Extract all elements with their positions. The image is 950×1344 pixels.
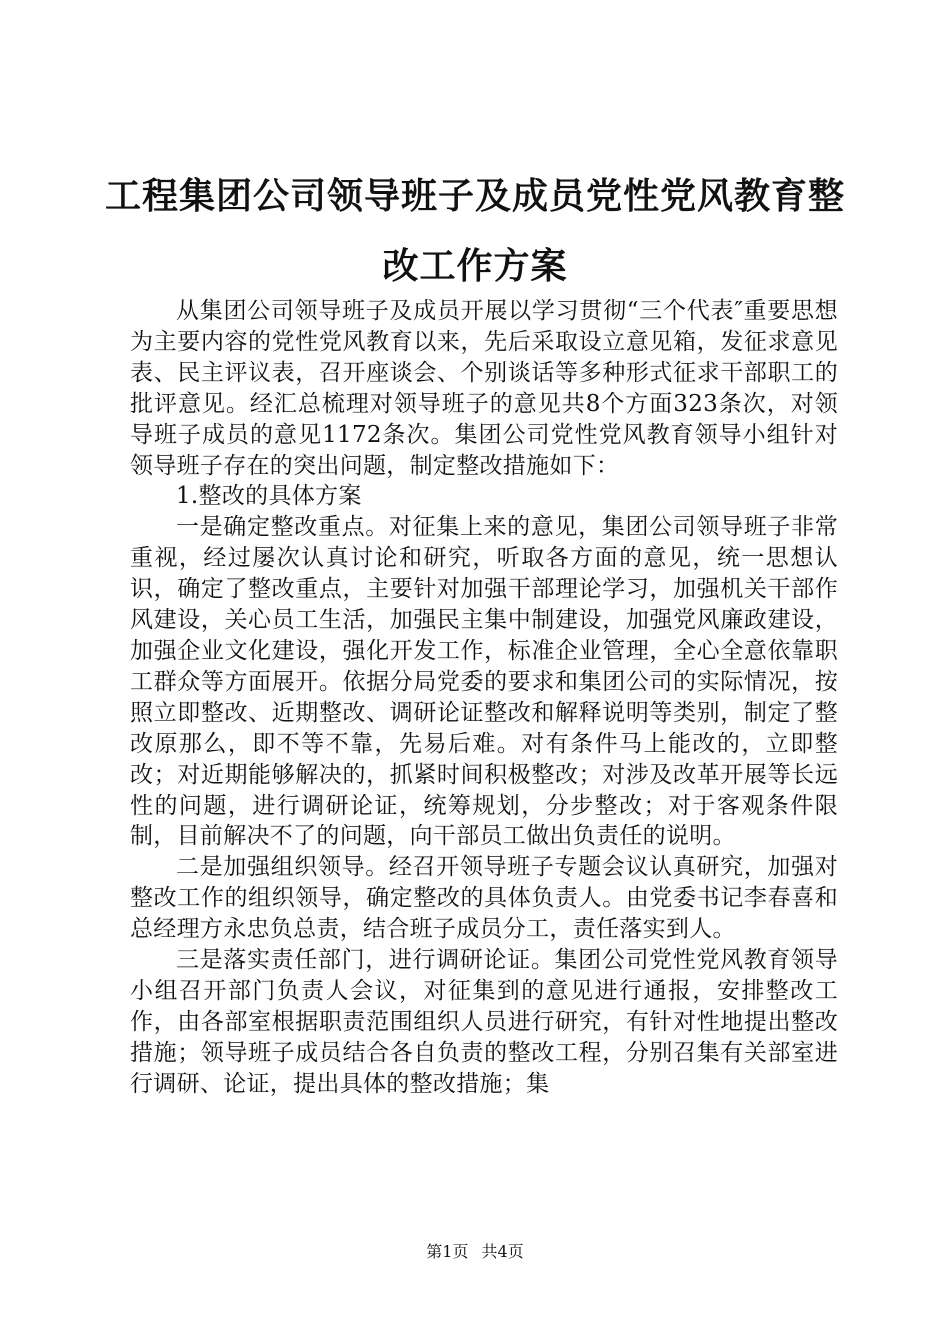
paragraph-point-2: 二是加强组织领导。经召开领导班子专题会议认真研究，加强对整改工作的组织领导，确定整改的具体负责人。由党委书记李春喜和总经理方永忠负总责，结合班子成员分工，责任落实到人。 [130, 854, 838, 943]
paragraph-point-3: 三是落实责任部门，进行调研论证。集团公司党性党风教育领导小组召开部门负责人会议，对征集到的意见进行通报，安排整改工作，由各部室根据职责范围组织人员进行研究，有针对性地提出整改措施；领导班子成员结合各自负责的整改工程，分别召集有关部室进行调研、论证，提出具体的整改措施；集 [130, 947, 838, 1097]
paragraph-intro: 从集团公司领导班子及成员开展以学习贯彻“三个代表″重要思想为主要内容的党性党风教育以来，先后采取设立意见箱，发征求意见表、民主评议表，召开座谈会、个别谈话等多种形式征求干部职工的批评意见。经汇总梳理对领导班子的意见共8个方面323条次，对领导班子成员的意见1172条次。集团公司党性党风教育领导小组针对领导班子存在的突出问题，制定整改措施如下： [130, 298, 838, 479]
document-title-line1: 工程集团公司领导班子及成员党性党风教育整 [104, 175, 845, 217]
section-heading: 1.整改的具体方案 [176, 483, 362, 510]
page-footer [0, 1242, 950, 1262]
document-title-line2: 改工作方案 [382, 245, 568, 287]
document-body [130, 296, 838, 1100]
page-number: 第1页 [426, 1242, 469, 1261]
paragraph-point-1: 一是确定整改重点。对征集上来的意见，集团公司领导班子非常重视，经过屡次认真讨论和研究，听取各方面的意见，统一思想认识，确定了整改重点，主要针对加强干部理论学习，加强机关干部作风建设，关心员工生活，加强民主集中制建设，加强党风廉政建设，加强企业文化建设，强化开发工作，标准企业管理，全心全意依靠职工群众等方面展开。依据分局党委的要求和集团公司的实际情况，按照立即整改、近期整改、调研论证整改和解释说明等类别，制定了整改原那么，即不等不靠，先易后难。对有条件马上能改的，立即整改；对近期能够解决的，抓紧时间积极整改；对涉及改革开展等长远性的问题，进行调研论证，统筹规划，分步整改；对于客观条件限制，目前解决不了的问题，向干部员工做出负责任的说明。 [130, 514, 838, 850]
page-total: 共4页 [481, 1242, 524, 1261]
